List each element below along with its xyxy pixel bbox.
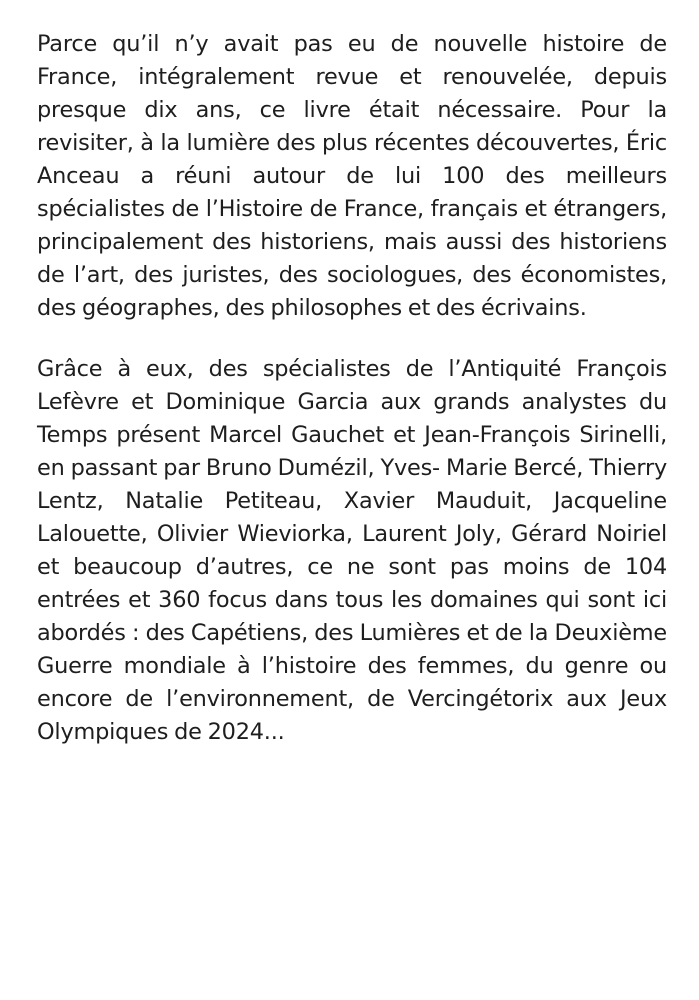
- paragraph-intro: Parce qu’il n’y avait pas eu de nouvelle histoire de France, intégralement revue et renouvelée, depuis presque dix ans, ce livre était nécessaire. Pour la revisiter, à la lumière des plus récentes découvertes, Éric Anceau a réuni autour de lui 100 des meilleurs spécialistes de l’Histoire de France, français et étrangers, principalement des historiens, mais aussi des historiens de l’art, des juristes, des sociologues, des économistes, des géographes, des philosophes et des écrivains.: [37, 31, 667, 321]
- paragraph-contributors: Grâce à eux, des spécialistes de l’Antiquité François Lefèvre et Dominique Garcia aux grands analystes du Temps présent Marcel Gauchet et Jean-François Sirinelli, en passant par Bruno Dumézil, Yves- Marie Bercé, Thierry Lentz, Natalie Petiteau, Xavier Mauduit, Jacqueline Lalouette, Olivier Wieviorka, Laurent Joly, Gérard Noiriel et beaucoup d’autres, ce ne sont pas moins de 104 entrées et 360 focus dans tous les domaines qui sont ici abordés : des Capétiens, des Lumières et de la Deuxième Guerre mondiale à l’histoire des femmes, du genre ou encore de l’environnement, de Vercingétorix aux Jeux Olympiques de 2024...: [37, 356, 667, 745]
- text-page: [37, 28, 667, 749]
